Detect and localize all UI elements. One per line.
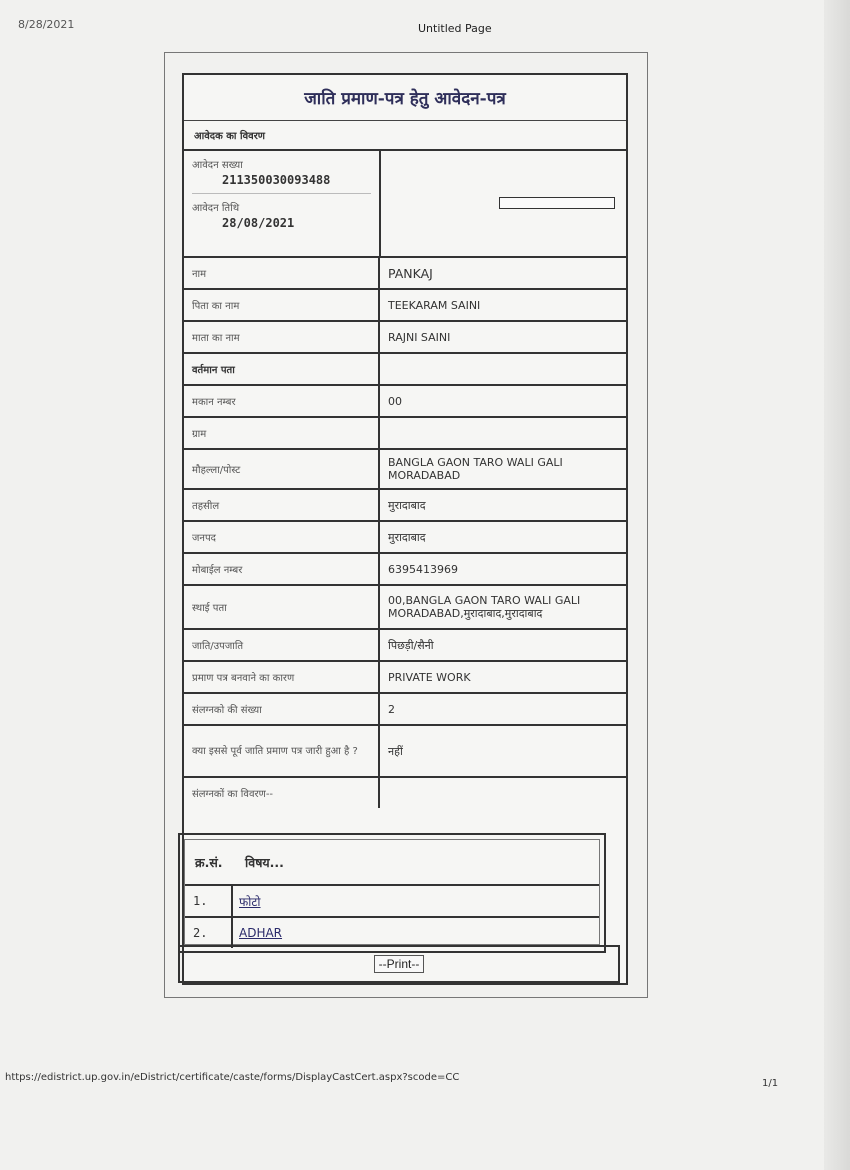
photo-placeholder [499, 197, 615, 209]
page-number: 1/1 [762, 1078, 779, 1089]
row-label: माता का नाम [184, 322, 380, 352]
row-label: ग्राम [184, 418, 380, 448]
row-label: क्या इससे पूर्व जाति प्रमाण पत्र जारी हुआ है ? [184, 726, 380, 776]
attachments-table [178, 833, 606, 953]
row-district [184, 522, 626, 554]
row-tehsil [184, 490, 626, 522]
row-value [380, 778, 626, 808]
attachment-serial: 2. [185, 918, 233, 948]
col-serial-header: क्र.सं. [195, 854, 223, 870]
row-attachment-count [184, 694, 626, 726]
print-date: 8/28/2021 [18, 18, 75, 31]
row-reason [184, 662, 626, 694]
row-label: प्रमाण पत्र बनवाने का कारण [184, 662, 380, 692]
row-current-address [184, 354, 626, 386]
row-label: पिता का नाम [184, 290, 380, 320]
print-page-title: Untitled Page [418, 22, 492, 35]
attachment-link[interactable] [233, 918, 599, 948]
form-title: जाति प्रमाण-पत्र हेतु आवेदन-पत्र [184, 75, 626, 121]
row-label: वर्तमान पता [184, 354, 380, 384]
row-label: स्थाई पता [184, 586, 380, 628]
print-bar [178, 945, 620, 983]
application-info-block [184, 151, 626, 258]
row-name [184, 258, 626, 290]
photo-area [381, 151, 626, 256]
row-value: 2 [388, 702, 395, 716]
attachment-link[interactable] [233, 886, 599, 916]
print-url: https://edistrict.up.gov.in/eDistrict/certificate/caste/forms/DisplayCastCert.aspx?scode=CC [5, 1072, 460, 1083]
application-date: 28/08/2021 [222, 216, 295, 230]
row-value: BANGLA GAON TARO WALI GALI MORADABAD [388, 456, 563, 482]
row-value: TEEKARAM SAINI [388, 298, 481, 312]
row-label: जनपद [184, 522, 380, 552]
application-form [182, 73, 628, 985]
row-label: संलग्नकों का विवरण-- [184, 778, 380, 808]
row-attachment-details [184, 778, 626, 808]
table-row [185, 916, 599, 948]
attachment-link-text[interactable]: ADHAR [239, 926, 283, 940]
row-previous-certificate [184, 726, 626, 778]
row-caste [184, 630, 626, 662]
row-locality-post [184, 450, 626, 490]
row-label: मकान नम्बर [184, 386, 380, 416]
application-no: 211350030093488 [222, 173, 331, 187]
meta-divider [192, 193, 371, 194]
row-house-number [184, 386, 626, 418]
row-label: जाति/उपजाति [184, 630, 380, 660]
application-meta [184, 151, 381, 256]
row-value: 00 [388, 394, 402, 408]
row-mother-name [184, 322, 626, 354]
col-subject-header: विषय... [245, 854, 284, 870]
table-row [185, 884, 599, 916]
row-value: PANKAJ [388, 265, 433, 281]
row-value [380, 418, 626, 448]
row-value: 00,BANGLA GAON TARO WALI GALI MORADABAD,मुरादाबाद,मुरादाबाद [388, 594, 581, 620]
row-permanent-address [184, 586, 626, 630]
row-value: मुरादाबाद [388, 498, 426, 512]
attachments-inner [184, 839, 600, 945]
row-value: 6395413969 [388, 562, 458, 576]
row-village [184, 418, 626, 450]
row-mobile [184, 554, 626, 586]
attachments-header [185, 840, 599, 884]
row-value: PRIVATE WORK [388, 670, 471, 684]
row-label: संलग्नको की संख्या [184, 694, 380, 724]
row-value: मुरादाबाद [388, 530, 426, 544]
section-applicant-details: आवेदक का विवरण [184, 121, 626, 151]
scan-edge-shade [824, 0, 850, 1170]
attachment-serial: 1. [185, 886, 233, 916]
row-label: मोबाईल नम्बर [184, 554, 380, 584]
row-label: तहसील [184, 490, 380, 520]
row-label: नाम [184, 258, 380, 288]
row-value [380, 354, 626, 384]
print-button[interactable]: --Print-- [374, 955, 425, 973]
row-value: नहीं [388, 744, 403, 758]
attachment-link-text[interactable]: फोटो [239, 894, 261, 909]
application-date-label: आवेदन तिथि [192, 203, 240, 214]
row-father-name [184, 290, 626, 322]
row-label: मौहल्ला/पोस्ट [184, 450, 380, 488]
application-no-label: आवेदन सख्या [192, 160, 243, 171]
row-value: RAJNI SAINI [388, 330, 451, 344]
row-value: पिछड़ी/सैनी [388, 638, 434, 652]
